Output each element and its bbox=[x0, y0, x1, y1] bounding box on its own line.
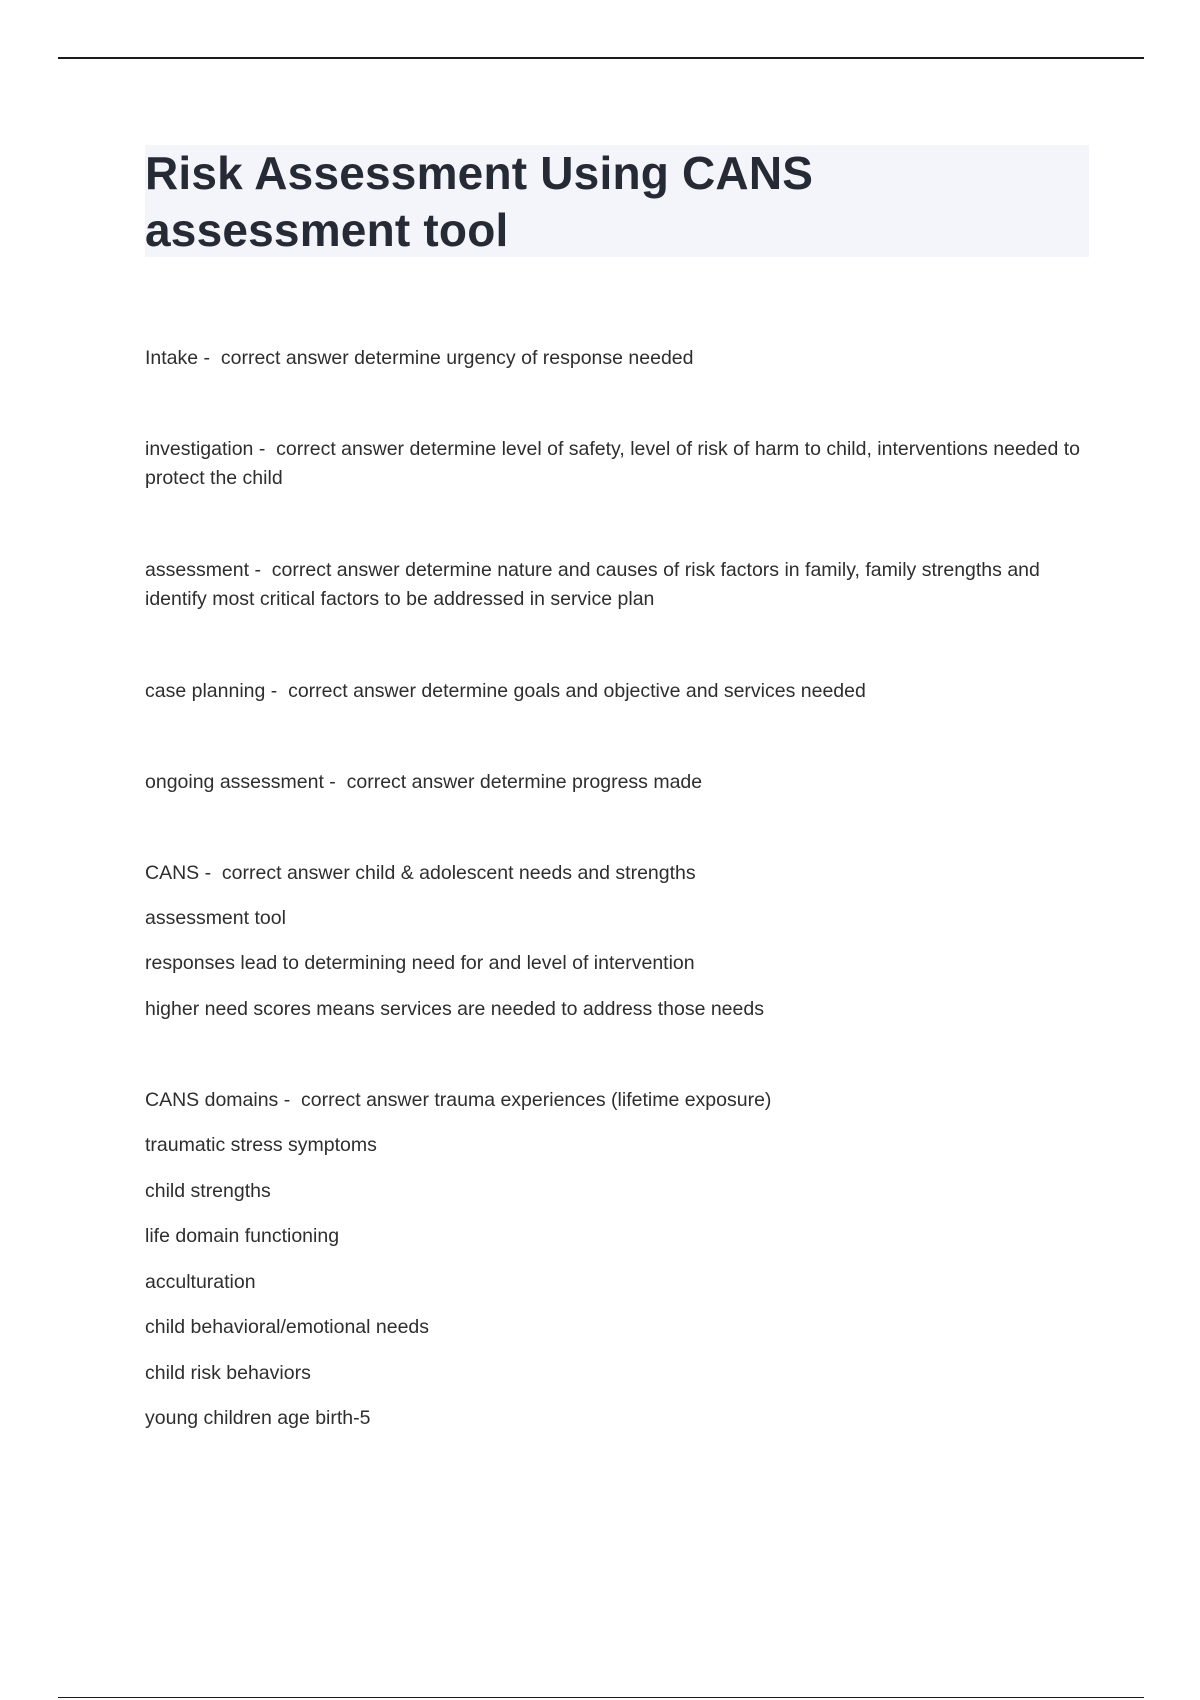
entry-extra-line: life domain functioning bbox=[145, 1225, 340, 1247]
top-rule bbox=[58, 57, 1144, 59]
entry-intake bbox=[145, 344, 1089, 373]
entry-separator: - correct answer bbox=[199, 862, 356, 884]
entry-separator: - correct answer bbox=[253, 438, 410, 460]
entry-extra-line: traumatic stress symptoms bbox=[145, 1134, 377, 1156]
entry-extra-line: child behavioral/emotional needs bbox=[145, 1316, 430, 1338]
title-block bbox=[145, 145, 1089, 257]
entry-extra-line: child risk behaviors bbox=[145, 1362, 311, 1384]
entry-separator: - correct answer bbox=[323, 771, 480, 793]
entry-separator: - correct answer bbox=[278, 1089, 435, 1111]
entry-extra-line: young children age birth-5 bbox=[145, 1407, 371, 1429]
page-title: Risk Assessment Using CANS assessment tool bbox=[145, 147, 814, 256]
entry-term: case planning bbox=[145, 680, 266, 702]
entry-answer: trauma experiences (lifetime exposure) bbox=[434, 1089, 772, 1111]
entry-answer: determine urgency of response needed bbox=[354, 347, 694, 369]
entry-extra-line: assessment tool bbox=[145, 907, 286, 929]
entry-separator: - correct answer bbox=[249, 559, 406, 581]
entry-extra-line: responses lead to determining need for and level of intervention bbox=[145, 952, 695, 974]
entry-extra-line: child strengths bbox=[145, 1180, 271, 1202]
entry-answer: determine level of safety, level of risk of harm to child, interventions needed to protect the child bbox=[145, 438, 1081, 489]
entry-investigation bbox=[145, 435, 1089, 493]
entry-extra-line: acculturation bbox=[145, 1271, 256, 1293]
entry-answer: determine nature and causes of risk factors in family, family strengths and identify most critical factors to be addressed in service plan bbox=[145, 559, 1040, 610]
entry-cans-domains bbox=[145, 1086, 1089, 1115]
entry-extra-line: higher need scores means services are needed to address those needs bbox=[145, 998, 764, 1020]
entry-term: investigation bbox=[145, 438, 254, 460]
entry-answer: determine goals and objective and services needed bbox=[421, 680, 866, 702]
entry-separator: - correct answer bbox=[198, 347, 355, 369]
entry-answer: determine progress made bbox=[479, 771, 703, 793]
entry-separator: - correct answer bbox=[265, 680, 422, 702]
entry-case-planning bbox=[145, 677, 1089, 706]
entry-term: ongoing assessment bbox=[145, 771, 324, 793]
entry-term: CANS domains bbox=[145, 1089, 279, 1111]
entry-answer: child & adolescent needs and strengths bbox=[355, 862, 696, 884]
entry-term: assessment bbox=[145, 559, 250, 581]
entry-term: CANS bbox=[145, 862, 200, 884]
entry-assessment bbox=[145, 556, 1089, 614]
entry-ongoing-assessment bbox=[145, 768, 1089, 797]
entry-cans bbox=[145, 859, 1089, 888]
entry-term: Intake bbox=[145, 347, 199, 369]
bottom-rule bbox=[58, 1697, 1144, 1698]
